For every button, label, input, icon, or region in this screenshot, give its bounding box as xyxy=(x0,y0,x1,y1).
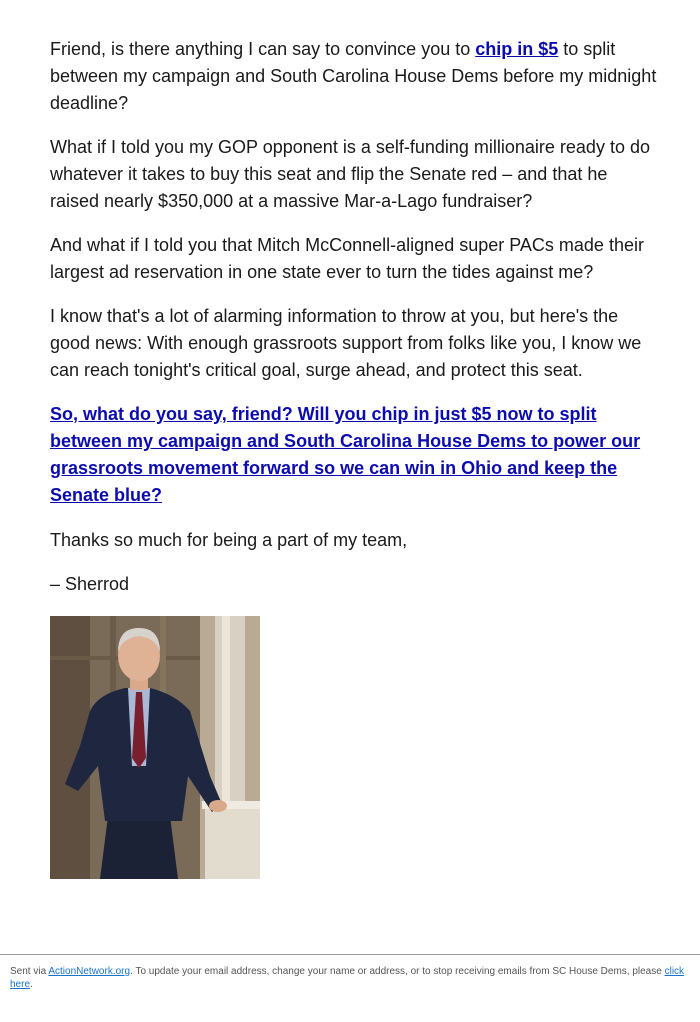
portrait-illustration xyxy=(50,616,260,879)
email-footer xyxy=(0,954,700,991)
signature: – Sherrod xyxy=(50,574,130,594)
footer-text xyxy=(0,965,700,991)
portrait-photo xyxy=(50,616,260,879)
footer-end: . xyxy=(30,979,33,990)
paragraph-super-pacs: And what if I told you that Mitch McConnell-aligned super PACs made their largest ad reservation in one state ever to turn the tides against me? xyxy=(50,235,644,282)
thanks-line: Thanks so much for being a part of my team, xyxy=(50,530,408,550)
action-network-link[interactable]: ActionNetwork.org xyxy=(48,966,131,977)
footer-middle-text: . To update your email address, change your name or address, or to stop receiving emails from SC House Dems, please xyxy=(130,966,665,977)
intro-text-after: to split between my campaign and South Carolina House Dems before my midnight deadline? xyxy=(50,39,657,113)
paragraph-opponent: What if I told you my GOP opponent is a self-funding millionaire ready to do whatever it takes to buy this seat and flip the Senate red – and that he raised nearly $350,000 at a massive Mar-a-Lago fundraiser? xyxy=(50,137,650,211)
email-body xyxy=(50,36,660,879)
intro-text-before: Friend, is there anything I can say to convince you to xyxy=(50,39,476,59)
chip-in-link[interactable]: chip in $5 xyxy=(475,39,559,59)
footer-sent-via: Sent via xyxy=(10,966,49,977)
cta-donate-link[interactable]: So, what do you say, friend? Will you chip in just $5 now to split between my campaign and South Carolina House Dems to power our grassroots movement forward so we can win in Ohio and keep the Senate blue? xyxy=(50,404,641,505)
paragraph-intro xyxy=(50,36,660,117)
unsubscribe-link[interactable]: click here xyxy=(10,966,685,990)
paragraph-cta xyxy=(50,401,660,509)
paragraph-good-news: I know that's a lot of alarming information to throw at you, but here's the good news: With enough grassroots support from folks like you, I know we can reach tonight's critical goal, surge ahead, and protect this seat. xyxy=(50,306,642,380)
